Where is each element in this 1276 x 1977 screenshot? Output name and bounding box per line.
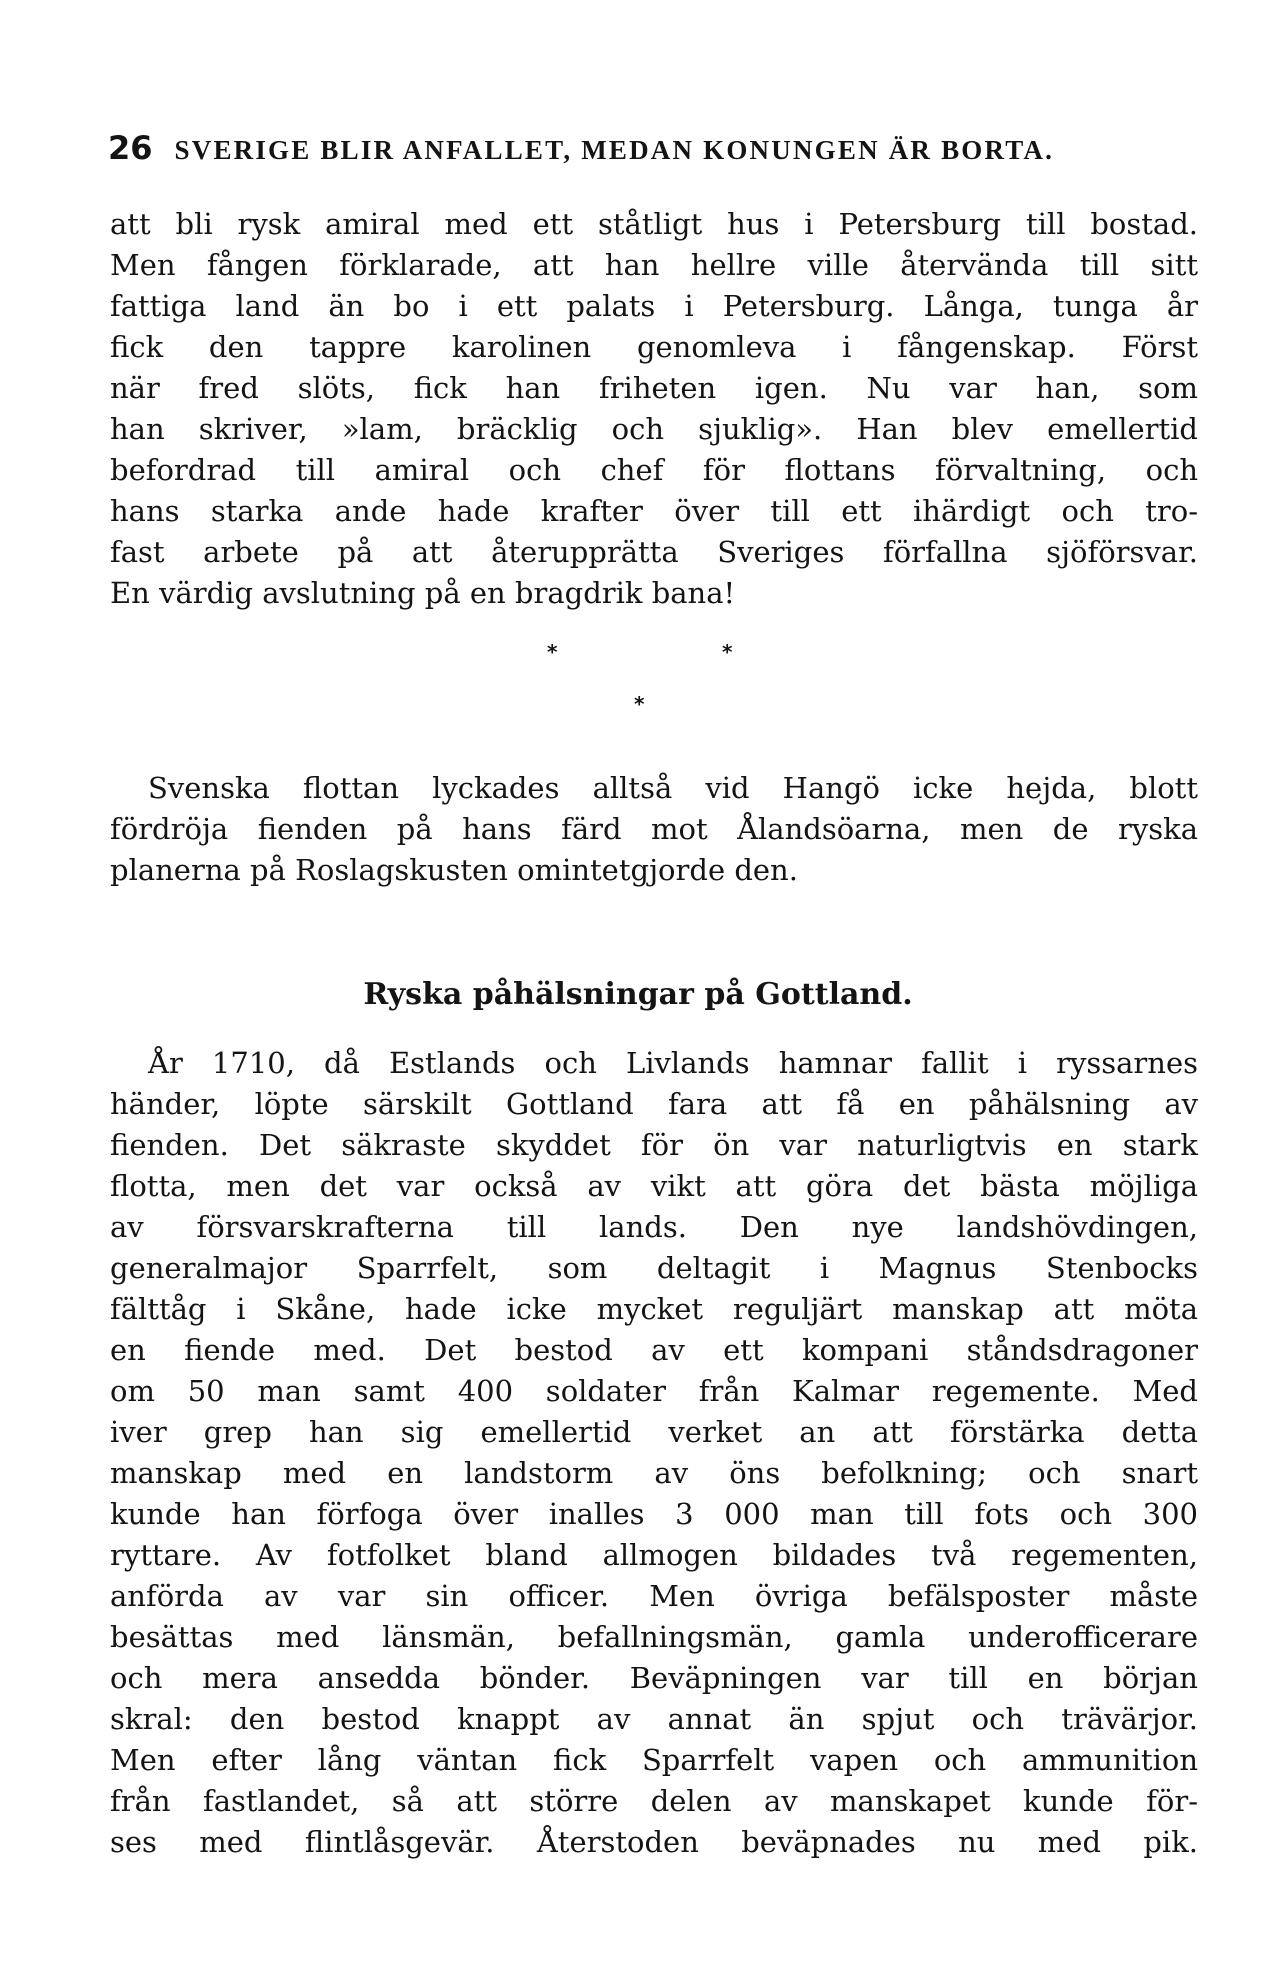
text-line: År 1710, då Estlands och Livlands hamnar fallit i ryssarnes <box>148 1046 1198 1080</box>
text-line: han skriver, »lam, bräcklig och sjuklig». Han blev emellertid <box>110 412 1198 446</box>
separator-star: * <box>722 640 733 664</box>
text-line: befordrad till amiral och chef för flottans förvaltning, och <box>110 453 1198 487</box>
text-line: kunde han förfoga över inalles 3 000 man till fots och 300 <box>110 1497 1198 1531</box>
text-line: flotta, men det var också av vikt att göra det bästa möjliga <box>110 1169 1198 1203</box>
text-line: anförda av var sin officer. Men övriga befälsposter måste <box>110 1579 1198 1613</box>
separator-star: * <box>634 692 645 716</box>
running-head <box>108 128 1208 170</box>
text-line: En värdig avslutning på en bragdrik bana! <box>110 576 736 610</box>
text-line: fattiga land än bo i ett palats i Petersburg. Långa, tunga år <box>110 289 1198 323</box>
text-line: iver grep han sig emellertid verket an att förstärka detta <box>110 1415 1198 1449</box>
paragraph-3 <box>110 1043 1198 1863</box>
text-line: när fred slöts, fick han friheten igen. Nu var han, som <box>110 371 1198 405</box>
text-line: från fastlandet, så att större delen av manskapet kunde för- <box>110 1784 1198 1818</box>
text-line: generalmajor Sparrfelt, som deltagit i Magnus Stenbocks <box>110 1251 1198 1285</box>
text-line: skral: den bestod knappt av annat än spjut och trävärjor. <box>110 1702 1198 1736</box>
separator-star: * <box>547 640 558 664</box>
text-line: händer, löpte särskilt Gottland fara att få en påhälsning av <box>110 1087 1198 1121</box>
text-line: besättas med länsmän, befallningsmän, gamla underofficerare <box>110 1620 1198 1654</box>
text-line: fälttåg i Skåne, hade icke mycket reguljärt manskap att möta <box>110 1292 1198 1326</box>
text-line: fick den tappre karolinen genomleva i fångenskap. Först <box>110 330 1198 364</box>
text-line: om 50 man samt 400 soldater från Kalmar regemente. Med <box>110 1374 1198 1408</box>
text-line: Men efter lång väntan fick Sparrfelt vapen och ammunition <box>110 1743 1198 1777</box>
text-line: en fiende med. Det bestod av ett kompani ståndsdragoner <box>110 1333 1198 1367</box>
text-line: och mera ansedda bönder. Beväpningen var till en början <box>110 1661 1198 1695</box>
running-title: SVERIGE BLIR ANFALLET, MEDAN KONUNGEN ÄR BORTA. <box>174 135 1055 165</box>
text-line: ses med flintlåsgevär. Återstoden beväpnades nu med pik. <box>110 1825 1198 1859</box>
section-heading: Ryska påhälsningar på Gottland. <box>363 977 913 1012</box>
text-line: ryttare. Av fotfolket bland allmogen bildades två regementen, <box>110 1538 1198 1572</box>
page-number: 26 <box>108 129 153 167</box>
text-line: fast arbete på att återupprätta Sveriges förfallna sjöförsvar. <box>110 535 1198 569</box>
text-line: fördröja fienden på hans färd mot Ålandsöarna, men de ryska <box>110 812 1198 846</box>
text-line: Men fången förklarade, att han hellre ville återvända till sitt <box>110 248 1198 282</box>
paragraph-1 <box>110 204 1198 614</box>
text-line: fienden. Det säkraste skyddet för ön var naturligtvis en stark <box>110 1128 1198 1162</box>
text-line: Svenska flottan lyckades alltså vid Hangö icke hejda, blott <box>148 771 1198 805</box>
text-line: att bli rysk amiral med ett ståtligt hus i Petersburg till bostad. <box>110 207 1198 241</box>
paragraph-2 <box>110 768 1198 891</box>
text-line: hans starka ande hade krafter över till ett ihärdigt och tro- <box>110 494 1198 528</box>
text-line: manskap med en landstorm av öns befolkning; och snart <box>110 1456 1198 1490</box>
text-line: av försvarskrafterna till lands. Den nye landshövdingen, <box>110 1210 1198 1244</box>
text-line: planerna på Roslagskusten omintetgjorde den. <box>110 853 798 887</box>
